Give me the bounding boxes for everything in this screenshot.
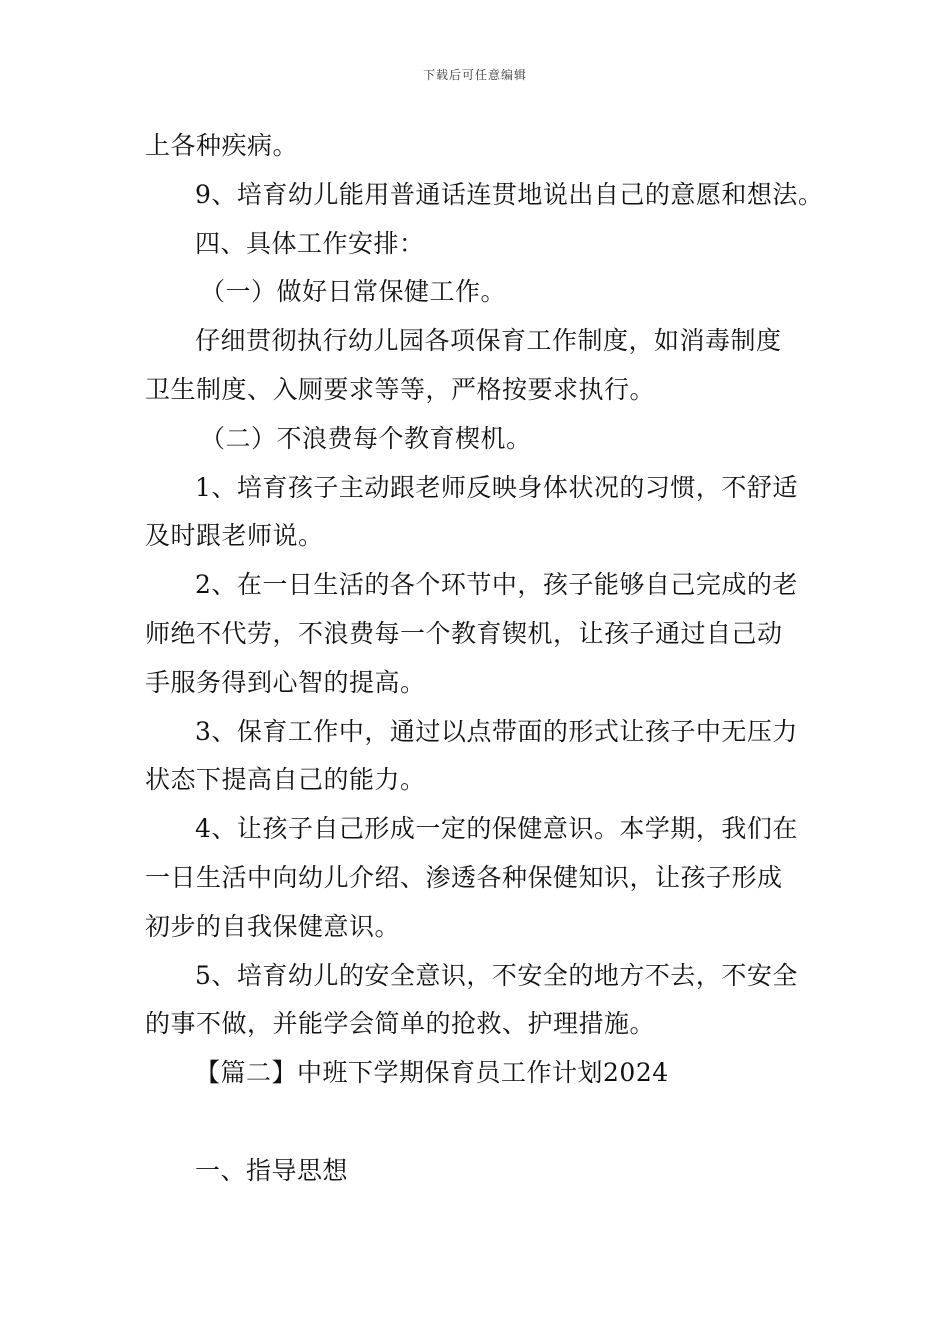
section-heading: 一、指导思想 — [195, 1155, 349, 1185]
paragraph-line: 仔细贯彻执行幼儿园各项保育工作制度，如消毒制度 — [195, 326, 782, 356]
paragraph-line: 5、培育幼儿的安全意识，不安全的地方不去，不安全 — [195, 960, 798, 990]
article-title: 【篇二】中班下学期保育员工作计划2024 — [195, 1058, 669, 1088]
paragraph-line: 师绝不代劳，不浪费每一个教育锲机，让孩子通过自己动 — [145, 618, 783, 648]
section-heading: 四、具体工作安排： — [195, 228, 425, 258]
paragraph-line: 及时跟老师说。 — [145, 521, 324, 551]
subsection-heading: （二）不浪费每个教育楔机。 — [200, 423, 532, 453]
page-header: 下载后可任意编辑 — [422, 68, 527, 82]
paragraph-line: 状态下提高自己的能力。 — [145, 765, 426, 795]
paragraph-line: 1、培育孩子主动跟老师反映身体状况的习惯，不舒适 — [195, 472, 798, 502]
paragraph-line: 卫生制度、入厕要求等等，严格按要求执行。 — [145, 374, 656, 404]
paragraph-line: 4、让孩子自己形成一定的保健意识。本学期，我们在 — [195, 814, 798, 844]
paragraph-line: 初步的自我保健意识。 — [145, 911, 401, 941]
paragraph-line: 的事不做，并能学会简单的抢救、护理措施。 — [145, 1009, 656, 1039]
subsection-heading: （一）做好日常保健工作。 — [200, 277, 507, 307]
blank-line — [145, 1098, 810, 1147]
document-body — [145, 122, 824, 1196]
paragraph-line: 3、保育工作中，通过以点带面的形式让孩子中无压力 — [195, 716, 798, 746]
paragraph-line: 9、培育幼儿能用普通话连贯地说出自己的意愿和想法。 — [195, 179, 824, 209]
paragraph-line: 2、在一日生活的各个环节中，孩子能够自己完成的老 — [195, 570, 798, 600]
paragraph-line: 上各种疾病。 — [145, 131, 299, 160]
paragraph-line: 手服务得到心智的提高。 — [145, 667, 426, 697]
paragraph-line: 一日生活中向幼儿介绍、渗透各种保健知识，让孩子形成 — [145, 862, 783, 892]
